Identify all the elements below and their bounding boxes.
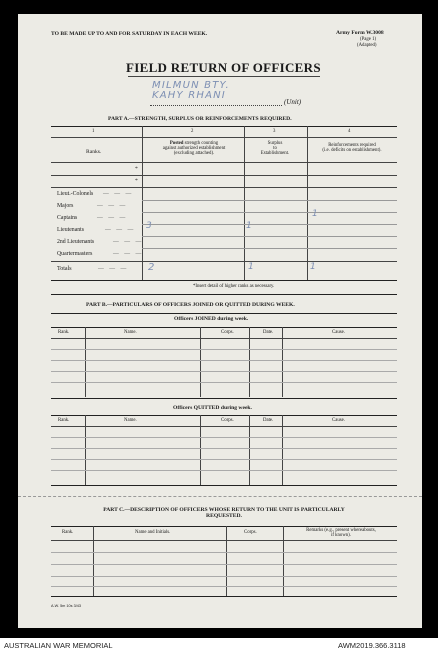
part-b-top-rule — [51, 313, 397, 314]
part-c-row-rule — [51, 576, 397, 577]
part-c-remarks-line2: if known). — [331, 533, 351, 538]
printer-code: A.W. 5m 10s 3/43 — [51, 604, 81, 608]
rank-majors: Majors — [57, 203, 74, 209]
unit-handwritten-line2: KAHY RHANI — [152, 90, 226, 101]
quitted-divider — [200, 415, 201, 485]
joined-row-rule — [51, 382, 397, 383]
quitted-heading: Officers QUITTED during week. — [173, 405, 252, 411]
totals-top-rule — [51, 261, 397, 262]
archive-footer — [0, 638, 438, 653]
header-instruction: TO BE MADE UP TO AND FOR SATURDAY IN EACH WEEK. — [51, 31, 208, 37]
part-a-header-rule — [51, 162, 397, 163]
quitted-divider — [85, 415, 86, 485]
quitted-col-date: Date. — [263, 418, 274, 423]
captains-reinforcements-value: 1 — [312, 209, 319, 219]
header-reinf-line1: Reinforcements required — [328, 143, 376, 148]
rank-dashes: — — — — [97, 215, 128, 221]
header-surplus-line1: Surplus — [267, 141, 283, 146]
joined-col-date: Date. — [263, 330, 274, 335]
rank-dashes: — — — — [113, 239, 144, 245]
totals-posted-value: 2 — [148, 262, 156, 273]
joined-header-rule — [51, 338, 397, 339]
joined-divider — [85, 327, 86, 397]
rank-dashes: — — — — [105, 227, 136, 233]
rank-captains: Captains — [57, 215, 78, 221]
part-c-heading — [51, 507, 397, 519]
archive-accession-number: AWM2019.366.3118 — [338, 641, 406, 650]
joined-heading: Officers JOINED during week. — [174, 316, 249, 322]
header-reinf-line2: (i.e. deficits on establishment). — [322, 148, 382, 153]
fold-line — [18, 496, 422, 497]
rank-dashes: — — — — [113, 251, 144, 257]
header-ranks: Ranks. — [86, 149, 102, 155]
rank-dashes: — — — — [97, 203, 128, 209]
unit-label: (Unit) — [284, 98, 302, 106]
quitted-table — [51, 415, 397, 485]
joined-divider — [200, 327, 201, 397]
quitted-divider — [282, 415, 283, 485]
part-c-row-rule — [51, 552, 397, 553]
lieutenants-posted-value: 3 — [146, 221, 153, 231]
title-underline — [128, 76, 320, 77]
col-number-1: 1 — [92, 129, 95, 134]
joined-divider — [249, 327, 250, 397]
rank-row-rule — [142, 224, 397, 225]
header-surplus-line3: Establishment. — [260, 151, 290, 156]
joined-table — [51, 327, 397, 397]
header-posted — [144, 141, 244, 156]
rank-row-rule — [142, 200, 397, 201]
rank-row-rule — [142, 212, 397, 213]
part-a-footnote-rule — [51, 294, 397, 295]
part-c-header-rule — [51, 540, 397, 541]
part-c-heading-line1: PART C.—DESCRIPTION OF OFFICERS WHOSE RETURN TO THE UNIT IS PARTICULARLY — [103, 507, 345, 513]
col-number-3: 3 — [273, 129, 276, 134]
joined-divider — [282, 327, 283, 397]
part-a-heading: PART A.—STRENGTH, SURPLUS OR REINFORCEMENTS REQUIRED. — [108, 116, 292, 122]
header-surplus-line2: to — [273, 146, 277, 151]
part-b-heading: PART B.—PARTICULARS OF OFFICERS JOINED OR QUITTED DURING WEEK. — [86, 302, 295, 308]
header-surplus — [244, 141, 306, 156]
joined-col-rank: Rank. — [58, 330, 70, 335]
part-c-remarks-line1: Remarks (e.g., present whereabouts, — [306, 528, 376, 533]
joined-col-cause: Cause. — [332, 330, 345, 335]
part-a-footnote: *Insert detail of higher ranks as necessary. — [193, 284, 275, 289]
part-a-row-rule — [51, 187, 397, 188]
unit-line — [150, 105, 282, 106]
header-posted-line3: (excluding attached). — [173, 151, 215, 156]
joined-col-name: Name. — [124, 330, 137, 335]
part-a-top-rule — [51, 126, 397, 127]
col-number-rule — [51, 137, 397, 138]
quitted-row-rule — [51, 448, 397, 449]
part-c-row-rule — [51, 586, 397, 587]
joined-col-corps: Corps. — [221, 330, 234, 335]
rank-quartermasters: Quartermasters — [57, 251, 93, 257]
rank-dashes: — — — — [103, 191, 134, 197]
part-a-row-rule — [51, 175, 397, 176]
form-sheet — [18, 14, 422, 628]
col-number-4: 4 — [348, 129, 351, 134]
form-number: Army Form W.3008 — [336, 30, 384, 36]
part-c-bottom-rule — [51, 596, 397, 597]
part-a-bottom-rule — [51, 280, 397, 281]
totals-label: Totals — [57, 266, 72, 272]
asterisk-row-1: * — [135, 166, 138, 172]
header-posted-rest: strength counting — [184, 141, 219, 146]
form-title: FIELD RETURN OF OFFICERS — [126, 60, 321, 75]
header-reinforcements — [308, 143, 396, 153]
quitted-header-rule — [51, 426, 397, 427]
header-posted-bold: Posted — [169, 141, 184, 146]
part-c-col-rank: Rank. — [62, 530, 74, 535]
form-adapted: (Adapted) — [357, 43, 377, 48]
rank-2nd-lieutenants: 2nd Lieutenants — [57, 239, 95, 245]
quitted-row-rule — [51, 459, 397, 460]
quitted-row-rule — [51, 437, 397, 438]
part-c-heading-line2: REQUESTED. — [206, 513, 242, 519]
unit-handwritten-line1: MILMUN BTY. — [152, 80, 230, 91]
part-c-col-name: Name and Initials. — [135, 530, 171, 535]
totals-surplus-value: 1 — [248, 262, 255, 272]
rank-lieut-colonels: Lieut.-Colonels — [57, 191, 94, 197]
totals-reinforcements-value: 1 — [310, 262, 317, 272]
quitted-col-rank: Rank. — [58, 418, 70, 423]
asterisk-row-2: * — [135, 178, 138, 184]
header-posted-line2: against authorized establishment — [162, 146, 226, 151]
part-c-col-remarks — [285, 528, 397, 538]
part-c-row-rule — [51, 564, 397, 565]
part-c-table — [51, 526, 397, 596]
joined-bottom-rule — [51, 398, 397, 399]
rank-row-rule — [142, 236, 397, 237]
quitted-divider — [249, 415, 250, 485]
rank-lieutenants: Lieutenants — [57, 227, 85, 233]
part-c-col-corps: Corps. — [244, 530, 257, 535]
joined-row-rule — [51, 360, 397, 361]
joined-row-rule — [51, 349, 397, 350]
totals-dashes: — — — — [98, 266, 129, 272]
quitted-col-corps: Corps. — [221, 418, 234, 423]
joined-row-rule — [51, 371, 397, 372]
rank-row-rule — [142, 248, 397, 249]
quitted-row-rule — [51, 470, 397, 471]
quitted-bottom-rule — [51, 485, 397, 486]
quitted-col-name: Name. — [124, 418, 137, 423]
col-number-2: 2 — [191, 129, 194, 134]
archive-name: AUSTRALIAN WAR MEMORIAL — [4, 641, 113, 650]
lieutenants-surplus-value: 1 — [246, 221, 253, 231]
form-page: (Page 1) — [360, 37, 377, 42]
quitted-col-cause: Cause. — [332, 418, 345, 423]
